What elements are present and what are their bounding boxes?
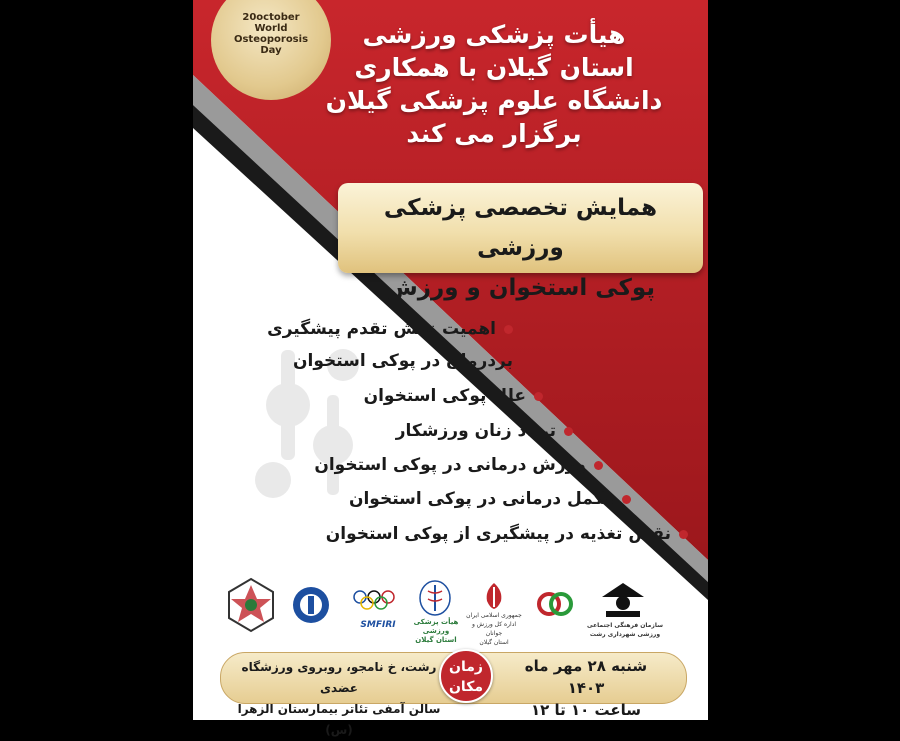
sports-medicine-caption xyxy=(408,618,464,645)
list-item xyxy=(326,520,688,548)
list-item xyxy=(396,417,573,445)
event-time xyxy=(506,655,666,721)
address-line: رشت، خ نامجو، روبروی ورزشگاه عضدی xyxy=(241,660,437,695)
organizer-heading xyxy=(288,18,700,150)
star-emblem-logo xyxy=(223,577,279,633)
list-item xyxy=(364,382,543,410)
event-details-footer xyxy=(220,652,687,737)
topic-text: نقش تغذیه در پیشگیری از پوکی استخوان xyxy=(325,524,671,544)
caption-line: اداره کل ورزش و جوانان xyxy=(471,621,517,637)
event-date: شنبه ۲۸ مهر ماه ۱۴۰۳ xyxy=(524,657,648,697)
badge-line: 20october xyxy=(242,12,300,23)
event-hours: ساعت ۱۰ تا ۱۲ xyxy=(530,701,642,719)
bullet-dot-icon xyxy=(534,392,543,401)
bullet-dot-icon xyxy=(622,495,631,504)
label-when: زمان xyxy=(449,659,483,675)
caption-line: هیأت پزشکی ورزشی xyxy=(413,618,459,635)
topic-text: اهمیت نقش تقدم پیشگیری xyxy=(267,319,496,339)
caduceus-logo xyxy=(418,579,452,617)
caption-line: استان گیلان xyxy=(415,636,457,644)
topic-text: مکمل درمانی در پوکی استخوان xyxy=(348,489,614,509)
org-caption: سازمان فرهنگی اجتماعی ورزشی شهرداری رشت xyxy=(587,622,663,638)
gov-caption xyxy=(463,611,525,647)
topic-text: بردرمان در پوکی استخوان xyxy=(292,351,513,371)
congress-title-line: همایش تخصصی پزشکی ورزشی xyxy=(383,195,658,261)
heading-line: استان گیلان با همکاری xyxy=(354,53,634,82)
heading-line: هیأت پزشکی ورزشی xyxy=(362,20,626,49)
caption-line: جمهوری اسلامی ایران xyxy=(466,612,522,619)
university-seal-logo xyxy=(291,585,331,625)
list-item xyxy=(349,485,631,513)
sponsor-logos xyxy=(213,577,693,649)
badge-line: Osteoporosis xyxy=(233,34,309,45)
bullet-dot-icon xyxy=(594,461,603,470)
list-item xyxy=(314,451,603,479)
label-where: مکان xyxy=(448,679,483,695)
bullet-dot-icon xyxy=(679,530,688,539)
event-location xyxy=(229,657,449,741)
topic-text: ترياد زنان ورزشكار xyxy=(395,421,556,441)
iran-emblem-logo xyxy=(481,581,507,611)
list-item xyxy=(267,315,513,343)
badge-line: World xyxy=(254,23,288,34)
heading-line: دانشگاه علوم پزشکی گیلان xyxy=(325,86,663,115)
list-item xyxy=(293,347,513,375)
bullet-dot-icon xyxy=(504,325,513,334)
venue-line: سالن آمفی تئاتر بیمارستان الزهرا (س) xyxy=(237,702,441,737)
municipality-org-logo xyxy=(598,581,648,621)
congress-title-box xyxy=(338,183,703,301)
badge-line: Day xyxy=(260,45,282,56)
ministry-rings-logo xyxy=(535,589,575,619)
congress-title-line: پوکی استخوان و ورزش xyxy=(386,275,655,301)
poster xyxy=(193,0,708,737)
topic-text: ورزش درمانی در پوکی استخوان xyxy=(314,455,586,475)
smfiri-caption: SMFIRI xyxy=(360,620,396,630)
heading-line: برگزار می کند xyxy=(406,119,582,148)
olympic-rings-logo xyxy=(346,587,406,621)
bullet-dot-icon xyxy=(564,427,573,436)
caption-line: استان گیلان xyxy=(479,639,509,646)
topic-text: علل پوکی استخوان xyxy=(363,386,526,406)
